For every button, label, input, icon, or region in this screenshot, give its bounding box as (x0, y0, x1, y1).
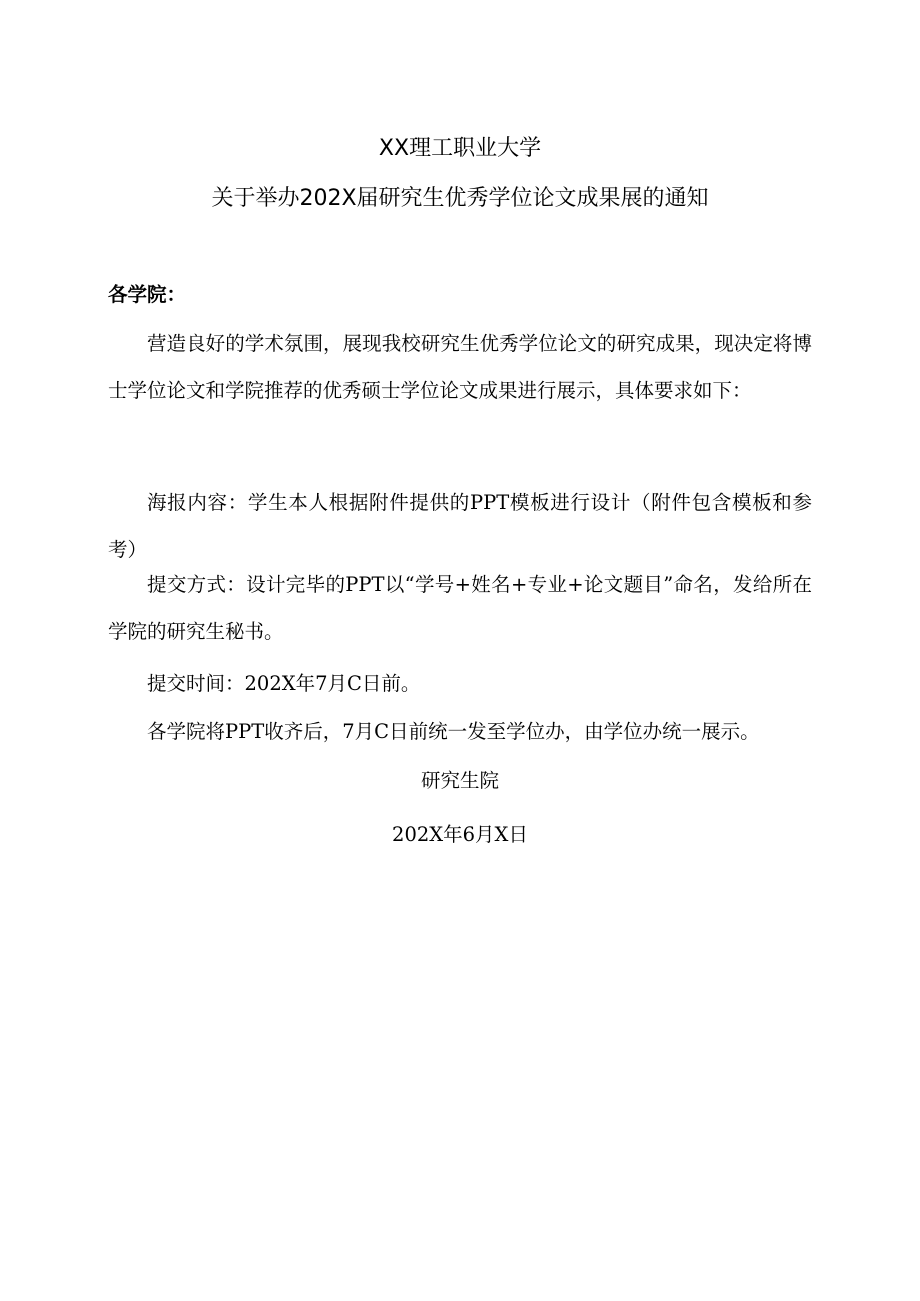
paragraph-collection: 各学院将PPT收齐后，7月C日前统一发至学位办，由学位办统一展示。 (147, 720, 760, 743)
paragraph-poster-content: 海报内容：学生本人根据附件提供的PPT模板进行设计（附件包含模板和参考） (108, 491, 812, 561)
paragraph-intro: 营造良好的学术氛围，展现我校研究生优秀学位论文的研究成果，现决定将博士学位论文和学院推荐的优秀硕士学位论文成果进行展示，具体要求如下： (108, 332, 812, 402)
signature: 研究生院 (420, 769, 499, 792)
issue-date: 202X年6月X日 (392, 823, 528, 846)
salutation: 各学院： (108, 283, 187, 306)
document-title-institution: XX理工职业大学 (378, 136, 542, 161)
document-title-notice: 关于举办202X届研究生优秀学位论文成果展的通知 (211, 186, 709, 211)
paragraph-submission-method: 提交方式：设计完毕的PPT以“学号+姓名+专业+论文题目”命名，发给所在学院的研究生秘书。 (108, 573, 812, 643)
paragraph-submission-time: 提交时间：202X年7月C日前。 (147, 672, 421, 695)
